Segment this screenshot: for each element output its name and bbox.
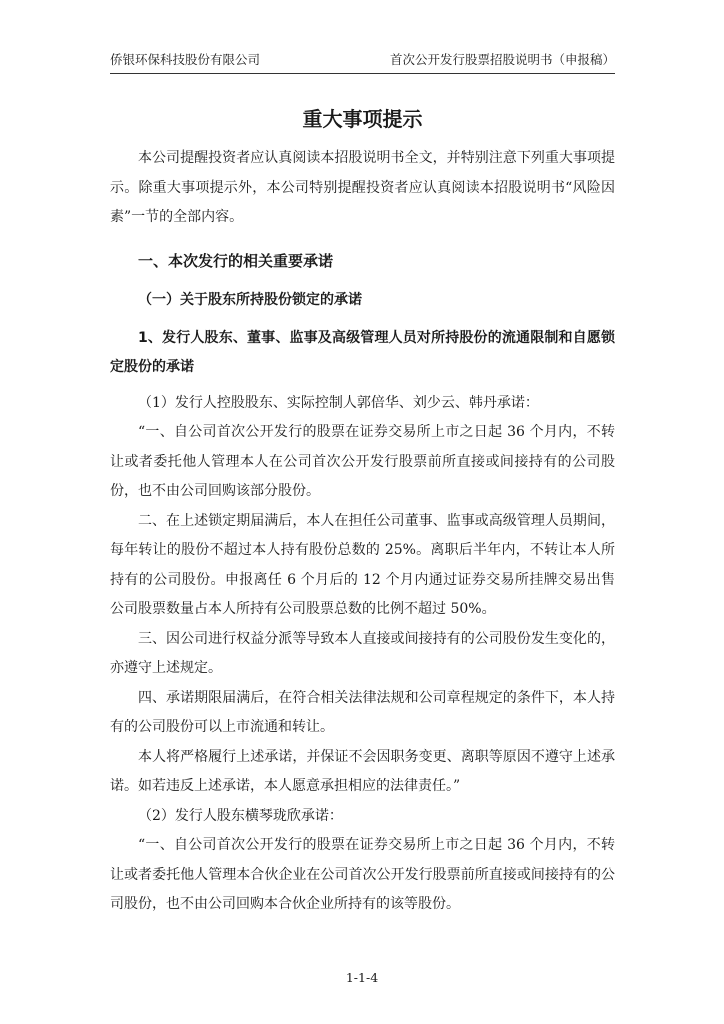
paragraph: 本人将严格履行上述承诺，并保证不会因职务变更、离职等原因不遵守上述承诺。如若违反上述承诺，本人愿意承担相应的法律责任。”: [110, 748, 615, 794]
paragraph: “一、自公司首次公开发行的股票在证券交易所上市之日起 36 个月内，不转让或者委托他人管理本人在公司首次公开发行股票前所直接或间接持有的公司股份，也不由公司回购该部分股份。: [110, 424, 615, 499]
item-heading: 1、发行人股东、董事、监事及高级管理人员对所持股份的流通限制和自愿锁定股份的承诺: [110, 329, 615, 375]
page-number: 1-1-4: [345, 970, 379, 985]
page-header: [110, 50, 615, 74]
header-company: 侨银环保科技股份有限公司: [110, 52, 261, 67]
paragraph: “一、自公司首次公开发行的股票在证券交易所上市之日起 36 个月内，不转让或者委托他人管理本合伙企业在公司首次公开发行股票前所直接或间接持有的公司股份，也不由公司回购本合伙企业所持有的该等股份。: [110, 837, 615, 912]
page-title: 重大事项提示: [302, 107, 423, 131]
paragraph: 四、承诺期限届满后，在符合相关法律法规和公司章程规定的条件下，本人持有的公司股份可以上市流通和转让。: [110, 689, 615, 735]
paragraph: （1）发行人控股股东、实际控制人郭倍华、刘少云、韩丹承诺：: [138, 394, 539, 411]
header-doc-title: 首次公开发行股票招股说明书（申报稿）: [389, 52, 615, 67]
paragraph: （2）发行人股东横琴珑欣承诺：: [138, 807, 343, 824]
intro-paragraph: 本公司提醒投资者应认真阅读本招股说明书全文，并特别注意下列重大事项提示。除重大事项提示外，本公司特别提醒投资者应认真阅读本招股说明书“风险因素”一节的全部内容。: [110, 150, 615, 225]
paragraph: 三、因公司进行权益分派等导致本人直接或间接持有的公司股份发生变化的，亦遵守上述规定。: [110, 630, 615, 676]
section-heading: 一、本次发行的相关重要承诺: [138, 251, 334, 270]
paragraph: 二、在上述锁定期届满后，本人在担任公司董事、监事或高级管理人员期间，每年转让的股份不超过本人持有股份总数的 25%。离职后半年内，不转让本人所持有的公司股份。申报离任 6 个月后的 12 个月内通过证券交易所挂牌交易出售公司股票数量占本人所持有公司股票总数的比例不超过 50%。: [110, 512, 615, 617]
page-content: [110, 103, 615, 920]
subsection-heading: （一）关于股东所持股份锁定的承诺: [138, 292, 362, 308]
